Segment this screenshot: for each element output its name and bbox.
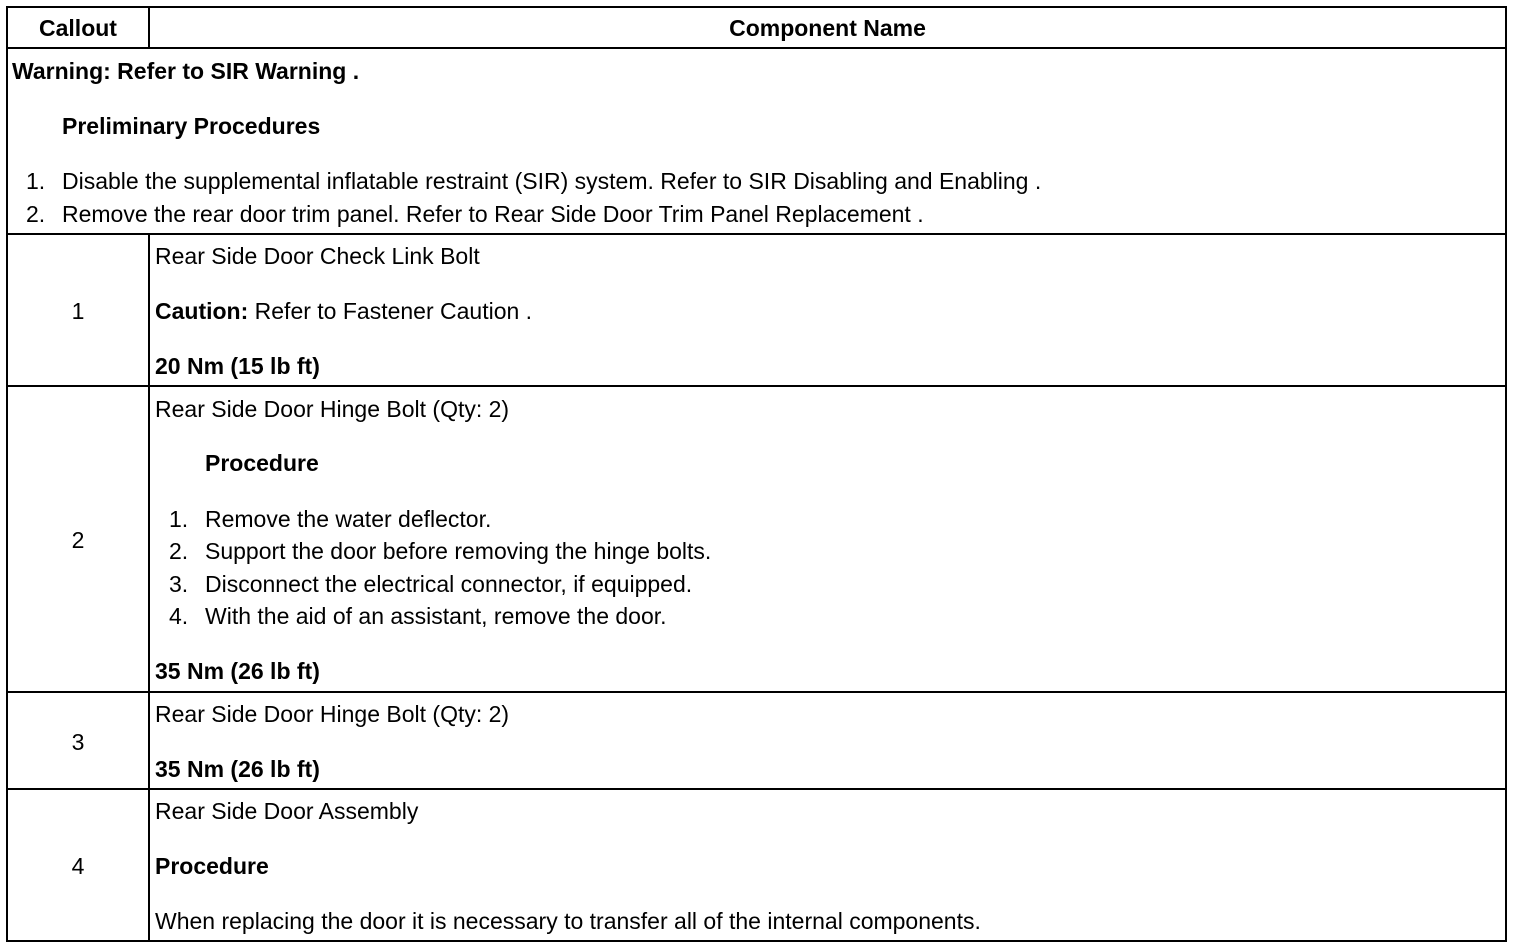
component-name: Rear Side Door Assembly bbox=[155, 798, 419, 824]
row-divider bbox=[8, 233, 1505, 235]
component-name: Rear Side Door Check Link Bolt bbox=[155, 243, 480, 269]
row-divider bbox=[8, 691, 1505, 693]
step-number: 4. bbox=[169, 603, 189, 629]
preliminary-procedures-title: Preliminary Procedures bbox=[62, 113, 321, 139]
caution-label: Caution: bbox=[155, 298, 249, 324]
component-name: Rear Side Door Hinge Bolt (Qty: 2) bbox=[155, 396, 510, 422]
torque-spec: 20 Nm (15 lb ft) bbox=[155, 353, 320, 379]
step-number: 2. bbox=[169, 538, 189, 564]
step-text: Remove the water deflector. bbox=[205, 506, 492, 532]
header-divider bbox=[8, 47, 1505, 49]
caution-text: Refer to Fastener Caution . bbox=[248, 298, 533, 324]
procedure-note: When replacing the door it is necessary to transfer all of the internal components. bbox=[155, 908, 981, 934]
callout-number: 3 bbox=[71, 729, 85, 755]
callout-number: 1 bbox=[71, 298, 85, 324]
procedure-title: Procedure bbox=[155, 853, 269, 879]
torque-spec: 35 Nm (26 lb ft) bbox=[155, 756, 320, 782]
callout-number: 2 bbox=[71, 527, 85, 553]
row-divider bbox=[8, 788, 1505, 790]
row-divider bbox=[8, 385, 1505, 387]
step-text: Disable the supplemental inflatable restraint (SIR) system. Refer to SIR Disabling and Enabling . bbox=[62, 168, 1042, 194]
procedure-title: Procedure bbox=[205, 450, 319, 476]
header-callout: Callout bbox=[39, 15, 117, 41]
torque-spec: 35 Nm (26 lb ft) bbox=[155, 658, 320, 684]
warning-text: Warning: Refer to SIR Warning . bbox=[12, 58, 360, 84]
step-text: Support the door before removing the hinge bolts. bbox=[205, 538, 712, 564]
step-text: Remove the rear door trim panel. Refer to Rear Side Door Trim Panel Replacement . bbox=[62, 201, 924, 227]
step-text: With the aid of an assistant, remove the door. bbox=[205, 603, 667, 629]
caution-line bbox=[155, 298, 532, 324]
step-number: 2. bbox=[26, 201, 46, 227]
step-text: Disconnect the electrical connector, if equipped. bbox=[205, 571, 693, 597]
column-divider bbox=[148, 233, 150, 940]
callout-number: 4 bbox=[71, 853, 85, 879]
header-component-name: Component Name bbox=[729, 15, 926, 41]
component-name: Rear Side Door Hinge Bolt (Qty: 2) bbox=[155, 701, 510, 727]
step-number: 3. bbox=[169, 571, 189, 597]
step-number: 1. bbox=[169, 506, 189, 532]
step-number: 1. bbox=[26, 168, 46, 194]
